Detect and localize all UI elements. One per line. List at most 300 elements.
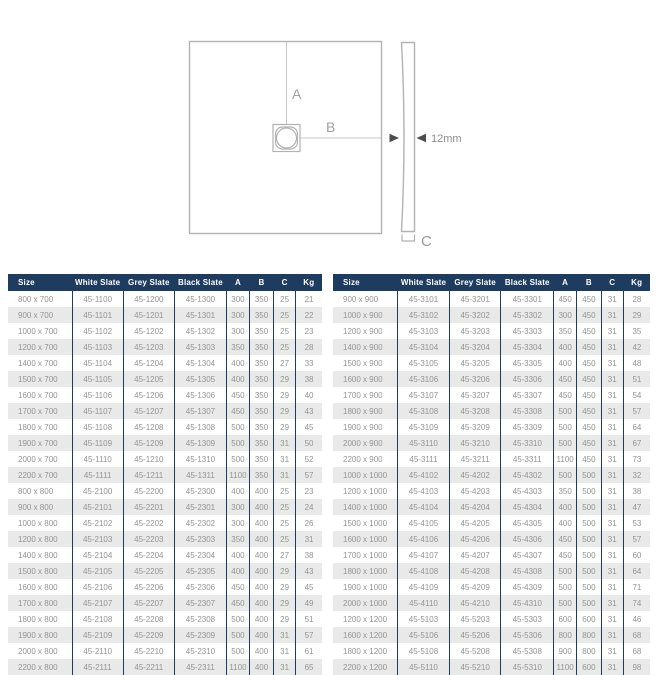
table-row	[8, 627, 322, 643]
dimension-bracket-c	[402, 235, 415, 242]
size-cell: 1900 x 800	[18, 630, 58, 640]
grey-slate-code: 45-4205	[449, 515, 501, 531]
table-row	[8, 531, 322, 547]
dim-b: 350	[249, 387, 273, 403]
black-slate-code: 45-2311	[174, 659, 226, 675]
size-cell: 2000 x 700	[18, 454, 58, 464]
weight-kg: 50	[296, 435, 322, 451]
dim-b: 350	[249, 355, 273, 371]
grey-slate-code: 45-3211	[449, 451, 501, 467]
weight-kg: 43	[296, 403, 322, 419]
weight-kg: 65	[296, 659, 322, 675]
weight-kg: 40	[296, 387, 322, 403]
weight-kg: 57	[296, 467, 322, 483]
header-row	[333, 274, 650, 291]
dim-c: 31	[274, 643, 296, 659]
dim-a: 350	[227, 531, 250, 547]
weight-kg: 45	[296, 419, 322, 435]
table-row	[333, 659, 650, 675]
white-slate-code: 45-2109	[72, 627, 123, 643]
dim-c: 31	[601, 547, 623, 563]
dim-b: 400	[249, 483, 273, 499]
dim-a: 500	[554, 563, 577, 579]
black-slate-code: 45-1309	[174, 435, 226, 451]
grey-slate-code: 45-4207	[449, 547, 501, 563]
grey-slate-code: 45-1200	[123, 291, 174, 307]
column-header-size: Size	[8, 274, 72, 291]
grey-slate-code: 45-1201	[123, 307, 174, 323]
size-cell: 2000 x 900	[343, 438, 383, 448]
dim-b: 400	[249, 531, 273, 547]
dim-b: 400	[249, 595, 273, 611]
spec-table-900-1000-1200	[333, 274, 650, 675]
dim-b: 450	[577, 403, 601, 419]
dim-a: 800	[554, 627, 577, 643]
black-slate-code: 45-4309	[501, 579, 554, 595]
dim-a: 500	[227, 627, 250, 643]
dim-c: 29	[274, 579, 296, 595]
dim-a: 450	[554, 387, 577, 403]
table-row	[8, 499, 322, 515]
dim-b: 350	[249, 451, 273, 467]
dim-a: 300	[227, 307, 250, 323]
dim-a: 400	[554, 499, 577, 515]
dim-b: 500	[577, 595, 601, 611]
dimension-label-b: B	[326, 119, 336, 135]
table-row	[333, 291, 650, 307]
dim-a: 500	[554, 595, 577, 611]
table-row	[8, 595, 322, 611]
black-slate-code: 45-3306	[501, 371, 554, 387]
size-cell: 1400 x 900	[343, 342, 383, 352]
grey-slate-code: 45-1204	[123, 355, 174, 371]
white-slate-code: 45-2101	[72, 499, 123, 515]
dim-b: 350	[249, 307, 273, 323]
black-slate-code: 45-4307	[501, 547, 554, 563]
size-cell: 2000 x 800	[18, 646, 58, 656]
dim-c: 31	[274, 659, 296, 675]
weight-kg: 22	[296, 307, 322, 323]
dim-b: 500	[577, 483, 601, 499]
dim-b: 350	[249, 435, 273, 451]
dim-c: 31	[601, 387, 623, 403]
table-row	[8, 371, 322, 387]
weight-kg: 68	[623, 643, 650, 659]
column-header-c: C	[601, 274, 623, 291]
dim-b: 500	[577, 467, 601, 483]
size-cell: 1200 x 1200	[343, 614, 388, 624]
size-cell: 1000 x 800	[18, 518, 58, 528]
white-slate-code: 45-2110	[72, 643, 123, 659]
column-header-grey-slate: Grey Slate	[123, 274, 174, 291]
table-row	[333, 387, 650, 403]
grey-slate-code: 45-5210	[449, 659, 501, 675]
black-slate-code: 45-2301	[174, 499, 226, 515]
table-row	[8, 435, 322, 451]
size-cell: 1000 x 900	[343, 310, 383, 320]
weight-kg: 57	[623, 403, 650, 419]
grey-slate-code: 45-3202	[449, 307, 501, 323]
black-slate-code: 45-2303	[174, 531, 226, 547]
grey-slate-code: 45-1209	[123, 435, 174, 451]
tray-dimension-diagram	[0, 0, 658, 274]
white-slate-code: 45-2103	[72, 531, 123, 547]
dim-a: 300	[227, 323, 250, 339]
black-slate-code: 45-2309	[174, 627, 226, 643]
white-slate-code: 45-2105	[72, 563, 123, 579]
white-slate-code: 45-2111	[72, 659, 123, 675]
column-header-kg: Kg	[296, 274, 322, 291]
black-slate-code: 45-2302	[174, 515, 226, 531]
weight-kg: 33	[296, 355, 322, 371]
black-slate-code: 45-2304	[174, 547, 226, 563]
table-row	[333, 355, 650, 371]
size-cell: 800 x 700	[18, 294, 54, 304]
weight-kg: 53	[623, 515, 650, 531]
weight-kg: 46	[623, 611, 650, 627]
black-slate-code: 45-4302	[501, 467, 554, 483]
table-row	[333, 499, 650, 515]
table-row	[8, 323, 322, 339]
dim-b: 400	[249, 563, 273, 579]
weight-kg: 51	[296, 611, 322, 627]
dim-a: 1100	[554, 659, 577, 675]
grey-slate-code: 45-4206	[449, 531, 501, 547]
table-row	[8, 611, 322, 627]
weight-kg: 47	[623, 499, 650, 515]
black-slate-code: 45-2300	[174, 483, 226, 499]
weight-kg: 29	[623, 307, 650, 323]
black-slate-code: 45-4303	[501, 483, 554, 499]
black-slate-code: 45-1304	[174, 355, 226, 371]
dim-b: 350	[249, 371, 273, 387]
dim-c: 31	[601, 611, 623, 627]
grey-slate-code: 45-5206	[449, 627, 501, 643]
dim-a: 300	[227, 291, 250, 307]
dim-a: 450	[554, 291, 577, 307]
size-cell: 900 x 700	[18, 310, 54, 320]
black-slate-code: 45-2305	[174, 563, 226, 579]
black-slate-code: 45-4308	[501, 563, 554, 579]
weight-kg: 71	[623, 579, 650, 595]
dim-a: 500	[227, 611, 250, 627]
table-row	[8, 483, 322, 499]
black-slate-code: 45-5303	[501, 611, 554, 627]
size-cell: 1200 x 1000	[343, 486, 388, 496]
grey-slate-code: 45-5208	[449, 643, 501, 659]
dim-a: 450	[554, 371, 577, 387]
white-slate-code: 45-3103	[398, 323, 450, 339]
table-row	[333, 467, 650, 483]
dim-c: 29	[274, 595, 296, 611]
black-slate-code: 45-2306	[174, 579, 226, 595]
dim-a: 500	[554, 403, 577, 419]
size-cell: 1600 x 700	[18, 390, 58, 400]
grey-slate-code: 45-2202	[123, 515, 174, 531]
weight-kg: 35	[623, 323, 650, 339]
table-row	[333, 435, 650, 451]
dimension-label-a: A	[292, 86, 302, 102]
size-cell: 2200 x 900	[343, 454, 383, 464]
dimension-label-c: C	[421, 233, 432, 250]
size-cell: 1700 x 1000	[343, 550, 388, 560]
dim-a: 300	[227, 499, 250, 515]
black-slate-code: 45-2307	[174, 595, 226, 611]
dim-a: 350	[554, 483, 577, 499]
table-row	[333, 611, 650, 627]
weight-kg: 24	[296, 499, 322, 515]
size-cell: 1400 x 700	[18, 358, 58, 368]
dim-a: 400	[227, 547, 250, 563]
column-header-a: A	[227, 274, 250, 291]
table-row	[8, 355, 322, 371]
table-row	[8, 515, 322, 531]
black-slate-code: 45-1306	[174, 387, 226, 403]
dim-b: 400	[249, 579, 273, 595]
dim-b: 350	[249, 323, 273, 339]
grey-slate-code: 45-3209	[449, 419, 501, 435]
black-slate-code: 45-5308	[501, 643, 554, 659]
white-slate-code: 45-4108	[398, 563, 450, 579]
dim-c: 31	[601, 643, 623, 659]
dim-c: 31	[601, 307, 623, 323]
weight-kg: 57	[296, 627, 322, 643]
black-slate-code: 45-4305	[501, 515, 554, 531]
grey-slate-code: 45-4202	[449, 467, 501, 483]
size-cell: 1900 x 1000	[343, 582, 388, 592]
grey-slate-code: 45-1208	[123, 419, 174, 435]
white-slate-code: 45-4109	[398, 579, 450, 595]
dim-a: 500	[554, 435, 577, 451]
dim-a: 1100	[227, 467, 250, 483]
dim-c: 29	[274, 419, 296, 435]
dim-c: 31	[601, 579, 623, 595]
dim-c: 31	[601, 291, 623, 307]
white-slate-code: 45-4106	[398, 531, 450, 547]
white-slate-code: 45-1105	[72, 371, 123, 387]
weight-kg: 38	[623, 483, 650, 499]
black-slate-code: 45-2310	[174, 643, 226, 659]
dim-b: 500	[577, 499, 601, 515]
black-slate-code: 45-3305	[501, 355, 554, 371]
dim-b: 400	[249, 643, 273, 659]
dim-b: 450	[577, 451, 601, 467]
table-row	[333, 515, 650, 531]
dim-c: 31	[601, 659, 623, 675]
dim-c: 31	[601, 531, 623, 547]
table-row	[8, 419, 322, 435]
table-row	[8, 659, 322, 675]
grey-slate-code: 45-1210	[123, 451, 174, 467]
size-cell: 1500 x 1000	[343, 518, 388, 528]
column-header-b: B	[249, 274, 273, 291]
grey-slate-code: 45-3205	[449, 355, 501, 371]
grey-slate-code: 45-1211	[123, 467, 174, 483]
grey-slate-code: 45-3207	[449, 387, 501, 403]
grey-slate-code: 45-4204	[449, 499, 501, 515]
white-slate-code: 45-1100	[72, 291, 123, 307]
weight-kg: 21	[296, 291, 322, 307]
weight-kg: 51	[623, 371, 650, 387]
dim-a: 400	[227, 371, 250, 387]
black-slate-code: 45-1311	[174, 467, 226, 483]
dim-a: 1100	[554, 451, 577, 467]
black-slate-code: 45-4310	[501, 595, 554, 611]
weight-kg: 57	[623, 531, 650, 547]
dim-a: 400	[227, 483, 250, 499]
dim-b: 350	[249, 291, 273, 307]
dim-c: 25	[274, 323, 296, 339]
dim-a: 500	[554, 579, 577, 595]
black-slate-code: 45-3311	[501, 451, 554, 467]
table-row	[333, 307, 650, 323]
dim-c: 31	[274, 467, 296, 483]
dim-c: 27	[274, 547, 296, 563]
dim-b: 400	[249, 659, 273, 675]
dim-c: 31	[601, 515, 623, 531]
white-slate-code: 45-1107	[72, 403, 123, 419]
column-header-c: C	[274, 274, 296, 291]
dim-b: 350	[249, 419, 273, 435]
dim-c: 29	[274, 563, 296, 579]
dim-c: 31	[601, 451, 623, 467]
dim-b: 500	[577, 531, 601, 547]
black-slate-code: 45-1307	[174, 403, 226, 419]
size-cell: 800 x 800	[18, 486, 54, 496]
black-slate-code: 45-3310	[501, 435, 554, 451]
grey-slate-code: 45-2207	[123, 595, 174, 611]
weight-kg: 28	[296, 339, 322, 355]
dim-c: 31	[274, 451, 296, 467]
arrow-left-icon	[417, 134, 427, 143]
size-cell: 1900 x 700	[18, 438, 58, 448]
grey-slate-code: 45-3210	[449, 435, 501, 451]
dim-c: 31	[601, 419, 623, 435]
black-slate-code: 45-1310	[174, 451, 226, 467]
white-slate-code: 45-2100	[72, 483, 123, 499]
black-slate-code: 45-3301	[501, 291, 554, 307]
dim-c: 31	[601, 339, 623, 355]
black-slate-code: 45-3309	[501, 419, 554, 435]
grey-slate-code: 45-4210	[449, 595, 501, 611]
white-slate-code: 45-1101	[72, 307, 123, 323]
weight-kg: 64	[623, 563, 650, 579]
weight-kg: 68	[623, 627, 650, 643]
weight-kg: 43	[296, 563, 322, 579]
dim-b: 500	[577, 547, 601, 563]
dim-a: 400	[227, 563, 250, 579]
dim-c: 29	[274, 387, 296, 403]
dim-b: 500	[577, 515, 601, 531]
weight-kg: 31	[296, 531, 322, 547]
dim-c: 25	[274, 483, 296, 499]
white-slate-code: 45-1111	[72, 467, 123, 483]
dim-c: 31	[601, 595, 623, 611]
size-cell: 1700 x 700	[18, 406, 58, 416]
grey-slate-code: 45-2205	[123, 563, 174, 579]
grey-slate-code: 45-2206	[123, 579, 174, 595]
size-cell: 1500 x 900	[343, 358, 383, 368]
grey-slate-code: 45-2203	[123, 531, 174, 547]
column-header-black-slate: Black Slate	[501, 274, 554, 291]
grey-slate-code: 45-1202	[123, 323, 174, 339]
black-slate-code: 45-1302	[174, 323, 226, 339]
column-header-kg: Kg	[623, 274, 650, 291]
table-row	[8, 339, 322, 355]
dim-b: 400	[249, 499, 273, 515]
weight-kg: 73	[623, 451, 650, 467]
dim-c: 29	[274, 403, 296, 419]
white-slate-code: 45-3106	[398, 371, 450, 387]
black-slate-code: 45-1308	[174, 419, 226, 435]
weight-kg: 67	[623, 435, 650, 451]
column-header-white-slate: White Slate	[72, 274, 123, 291]
black-slate-code: 45-3307	[501, 387, 554, 403]
dim-a: 500	[554, 419, 577, 435]
dim-b: 350	[249, 339, 273, 355]
black-slate-code: 45-3302	[501, 307, 554, 323]
grey-slate-code: 45-2210	[123, 643, 174, 659]
dim-a: 300	[554, 307, 577, 323]
dim-c: 31	[601, 467, 623, 483]
grey-slate-code: 45-3201	[449, 291, 501, 307]
weight-kg: 32	[623, 467, 650, 483]
white-slate-code: 45-2107	[72, 595, 123, 611]
table-row	[8, 579, 322, 595]
dim-b: 600	[577, 659, 601, 675]
table-row	[333, 419, 650, 435]
dim-b: 450	[577, 355, 601, 371]
size-cell: 1600 x 1000	[343, 534, 388, 544]
dim-c: 31	[601, 403, 623, 419]
white-slate-code: 45-4103	[398, 483, 450, 499]
grey-slate-code: 45-3208	[449, 403, 501, 419]
weight-kg: 64	[623, 419, 650, 435]
weight-kg: 23	[296, 483, 322, 499]
size-cell: 1500 x 700	[18, 374, 58, 384]
column-header-size: Size	[333, 274, 398, 291]
black-slate-code: 45-1303	[174, 339, 226, 355]
table-row	[333, 579, 650, 595]
grey-slate-code: 45-2211	[123, 659, 174, 675]
table-row	[333, 483, 650, 499]
table-row	[333, 403, 650, 419]
white-slate-code: 45-4110	[398, 595, 450, 611]
size-cell: 1600 x 900	[343, 374, 383, 384]
black-slate-code: 45-3303	[501, 323, 554, 339]
spec-tables	[0, 274, 658, 675]
grey-slate-code: 45-3203	[449, 323, 501, 339]
weight-kg: 61	[296, 643, 322, 659]
dim-a: 350	[554, 323, 577, 339]
dim-b: 800	[577, 627, 601, 643]
column-header-a: A	[554, 274, 577, 291]
white-slate-code: 45-3104	[398, 339, 450, 355]
size-cell: 1900 x 900	[343, 422, 383, 432]
grey-slate-code: 45-2209	[123, 627, 174, 643]
dim-c: 29	[274, 611, 296, 627]
white-slate-code: 45-1108	[72, 419, 123, 435]
dim-b: 400	[249, 611, 273, 627]
dim-a: 500	[227, 435, 250, 451]
dim-a: 350	[227, 339, 250, 355]
dim-b: 450	[577, 307, 601, 323]
column-header-black-slate: Black Slate	[174, 274, 226, 291]
table-row	[8, 387, 322, 403]
size-cell: 2200 x 700	[18, 470, 58, 480]
dim-c: 25	[274, 531, 296, 547]
table-row	[333, 595, 650, 611]
